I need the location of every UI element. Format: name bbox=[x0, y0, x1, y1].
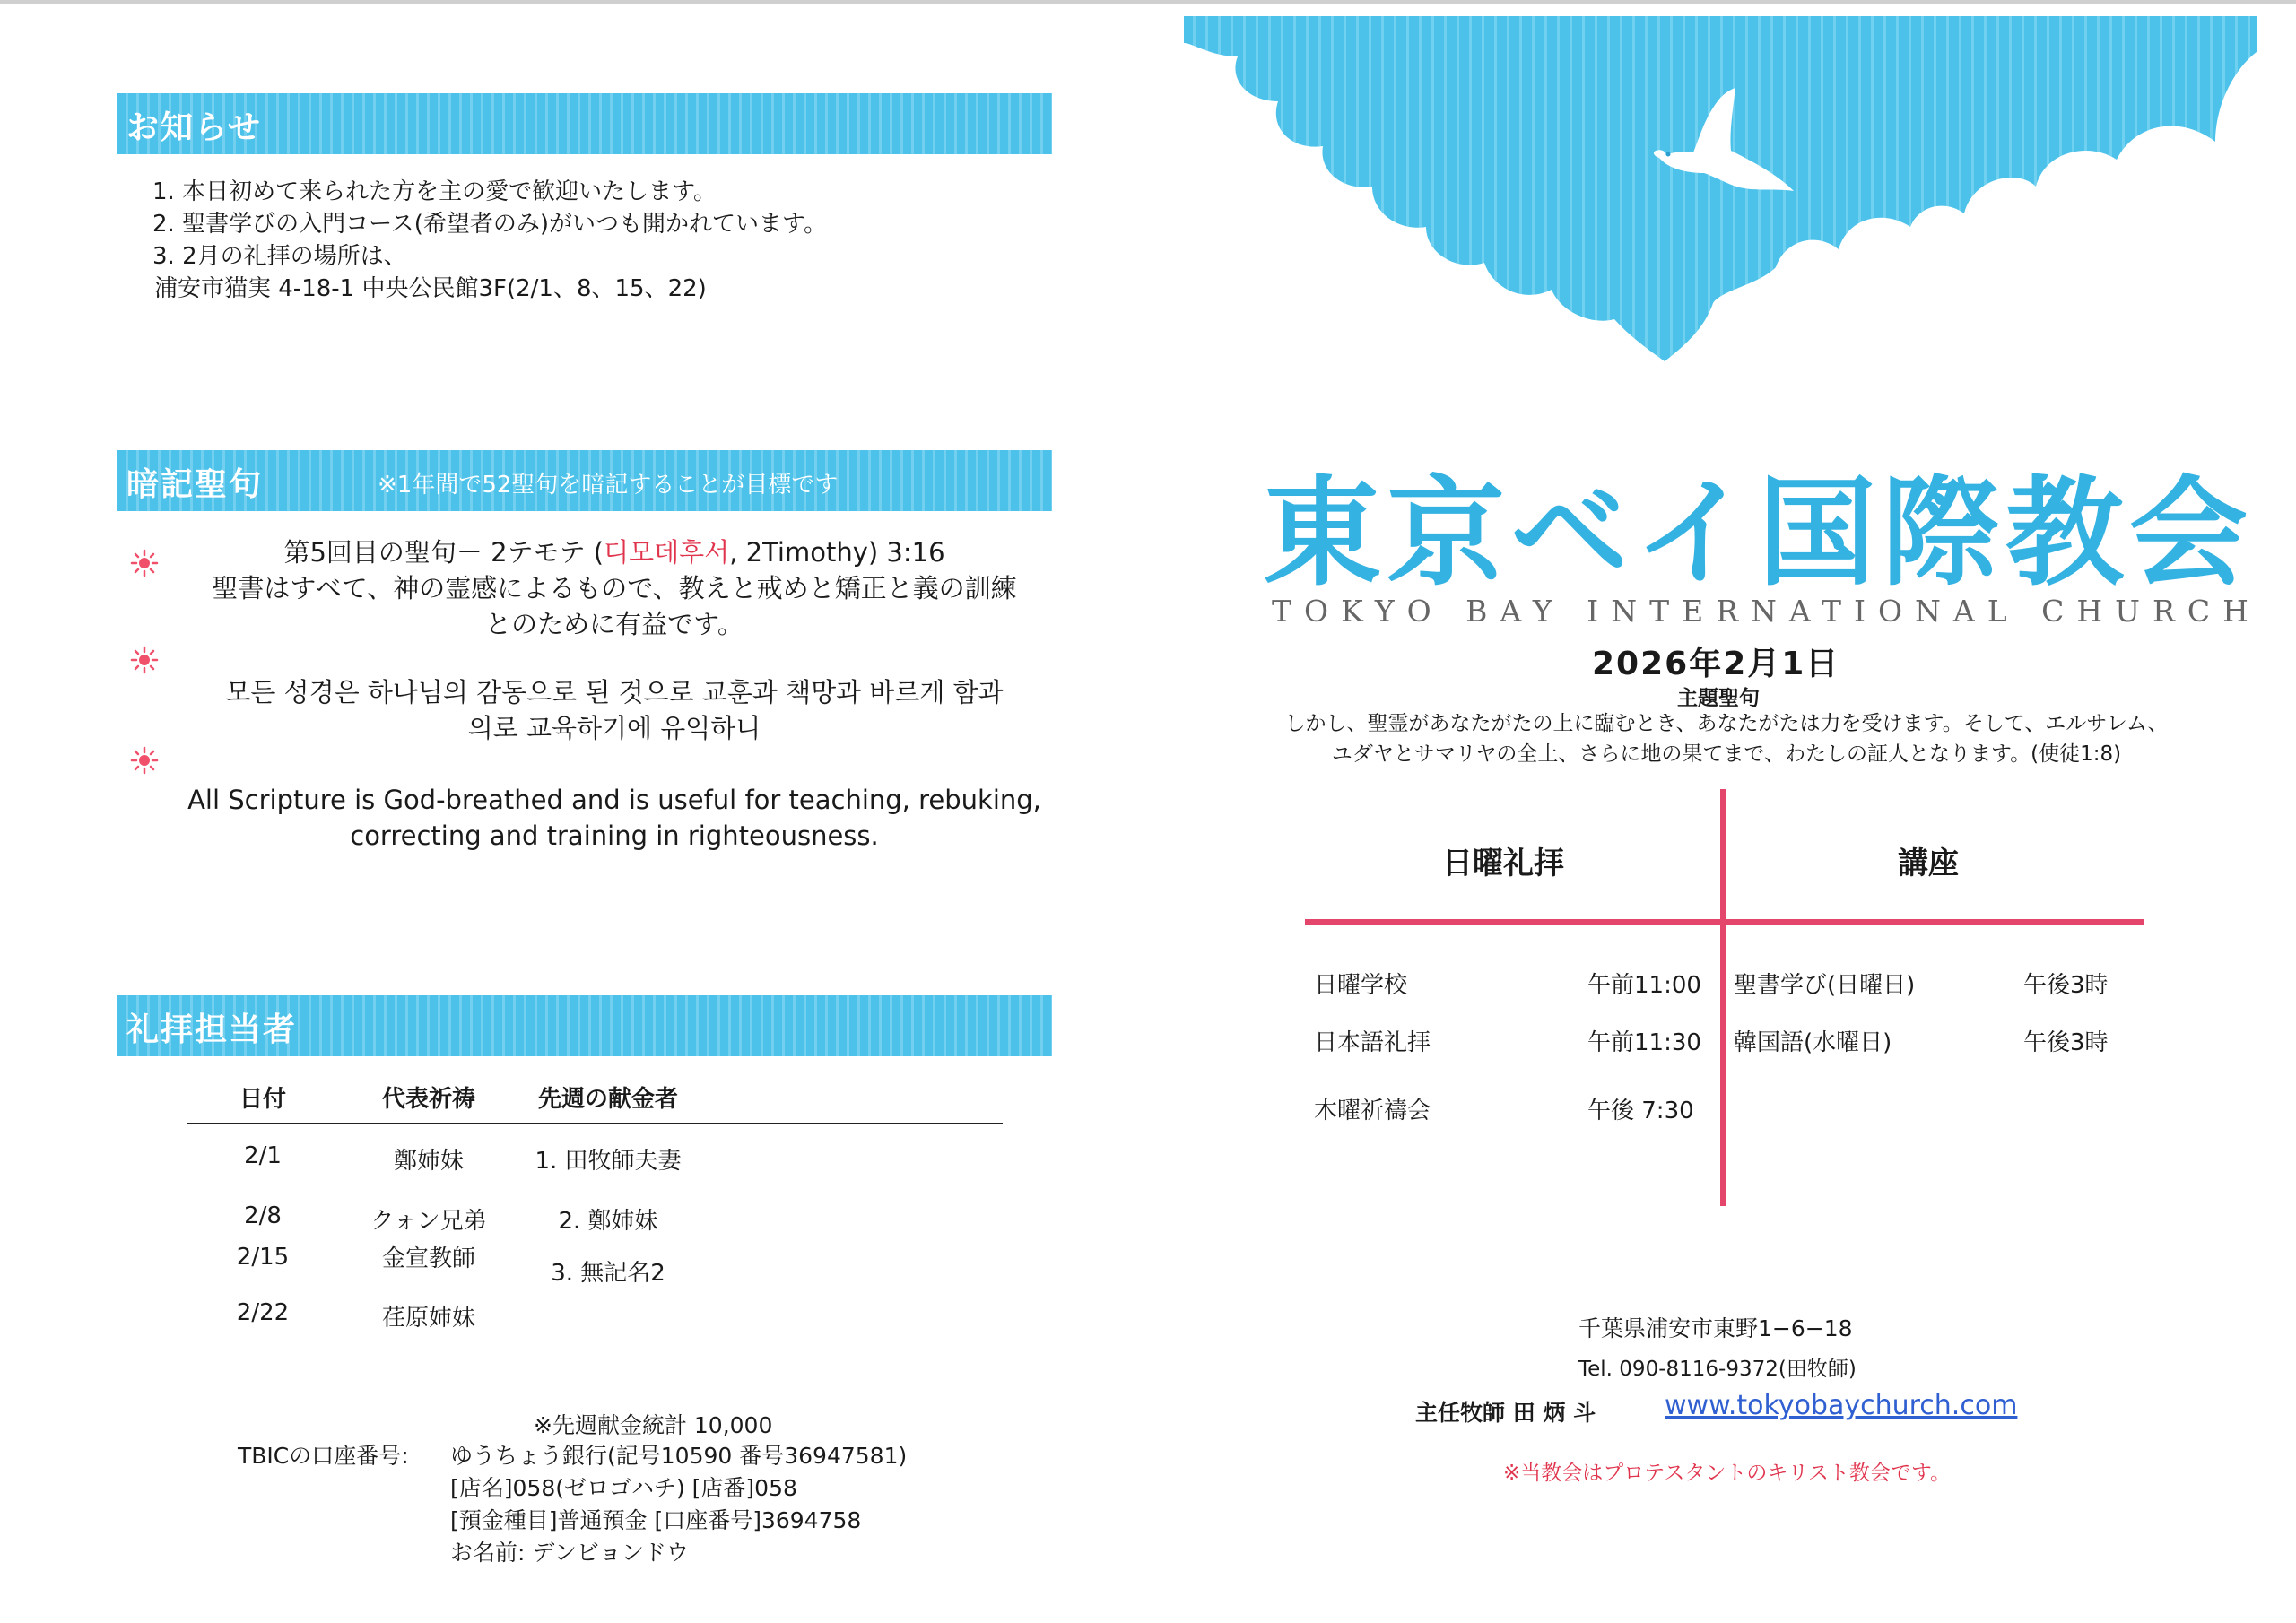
col-offering: 先週の献金者 bbox=[518, 1081, 698, 1124]
duty-offering: 2. 鄭姉妹 bbox=[558, 1208, 658, 1235]
notice-item: 2. 聖書学びの入門コース(希望者のみ)がいつも開かれています。 bbox=[152, 211, 827, 238]
schedule-name: 日本語礼拝 bbox=[1314, 1029, 1431, 1056]
duty-offering bbox=[518, 1299, 698, 1335]
verse-ja-line: とのために有益です。 bbox=[485, 609, 744, 639]
course-name: 聖書学び(日曜日) bbox=[1734, 972, 1916, 999]
schedule-time: 午後 7:30 bbox=[1587, 1098, 1694, 1124]
table-row bbox=[187, 1124, 1003, 1188]
church-name-jp: 東京ベイ国際教会 bbox=[1263, 464, 2253, 603]
notice-item: 1. 本日初めて来られた方を主の愛で歓迎いたします。 bbox=[152, 178, 717, 205]
notice-item: 3. 2月の礼拝の場所は、 bbox=[152, 243, 407, 270]
duty-banner bbox=[117, 995, 1052, 1056]
course-name: 韓国語(水曜日) bbox=[1734, 1029, 1892, 1056]
memory-title: 暗記聖句 bbox=[126, 466, 264, 503]
duty-prayer: 荏原姉妹 bbox=[381, 1305, 475, 1332]
table-row bbox=[187, 1299, 1003, 1335]
notices-title: お知らせ bbox=[126, 109, 262, 146]
church-tel: Tel. 090-8116-9372(田牧師) bbox=[1578, 1358, 1857, 1381]
protestant-note: ※当教会はプロテスタントのキリスト教会です。 bbox=[1503, 1462, 1952, 1485]
schedule-name: 日曜学校 bbox=[1314, 972, 1408, 999]
duty-prayer: クォン兄弟 bbox=[370, 1208, 487, 1235]
schedule-time: 午前11:30 bbox=[1587, 1029, 1701, 1056]
verse-en-line: All Scripture is God-breathed and is useful for teaching, rebuking, bbox=[187, 785, 1041, 815]
duty-prayer: 鄭姉妹 bbox=[393, 1148, 464, 1175]
col-date: 日付 bbox=[187, 1081, 339, 1124]
church-name-en: TOKYO BAY INTERNATIONAL CHURCH bbox=[1272, 594, 2261, 629]
verse-ko-line: 의로 교육하기에 유익하니 bbox=[467, 713, 761, 743]
col-spacer bbox=[698, 1081, 1003, 1124]
theme-line: ユダヤとサマリヤの全土、さらに地の果てまで、わたしの証人となります。(使徒1:8) bbox=[1331, 742, 2122, 766]
bulletin-date: 2026年2月1日 bbox=[1592, 646, 1840, 682]
offering-stats: ※先週献金統計 10,000 bbox=[534, 1412, 773, 1438]
church-address: 千葉県浦安市東野1−6−18 bbox=[1578, 1315, 1853, 1341]
theme-line: しかし、聖霊があなたがたの上に臨むとき、あなたがたは力を受けます。そして、エルサレム、 bbox=[1284, 712, 2169, 735]
cloud-banner bbox=[1184, 16, 2257, 368]
cross-vertical bbox=[1720, 789, 1726, 1206]
duty-date: 2/8 bbox=[244, 1202, 282, 1229]
course-time: 午後3時 bbox=[2023, 1029, 2109, 1056]
memory-verse-korean bbox=[161, 674, 1067, 746]
pastor-name: 主任牧師 田 炳 斗 bbox=[1415, 1400, 1596, 1426]
notice-item: 浦安市猫実 4-18-1 中央公民館3F(2/1、8、15、22) bbox=[154, 275, 707, 302]
scan-edge bbox=[0, 0, 2296, 4]
verse-korean-book: 디모데후서 bbox=[604, 537, 730, 568]
verse-ja-line: 聖書はすべて、神の霊感によるもので、教えと戒めと矯正と義の訓練 bbox=[212, 573, 1017, 603]
account-line: ゆうちょう銀行(記号10590 番号36947581) bbox=[450, 1443, 908, 1469]
memory-verse-english bbox=[161, 782, 1067, 854]
col-prayer: 代表祈祷 bbox=[339, 1081, 518, 1124]
duty-date: 2/22 bbox=[236, 1299, 290, 1326]
duty-date: 2/15 bbox=[236, 1244, 290, 1271]
memory-banner bbox=[117, 450, 1052, 511]
course-time: 午後3時 bbox=[2023, 972, 2109, 999]
course-title: 講座 bbox=[1898, 846, 1959, 881]
account-line: [店名]058(ゼロゴハチ) [店番]058 bbox=[450, 1475, 797, 1501]
notices-list bbox=[152, 176, 827, 305]
duty-header-row bbox=[187, 1081, 1003, 1124]
account-line: お名前: デンビョンドウ bbox=[450, 1540, 689, 1566]
duty-date: 2/1 bbox=[244, 1142, 282, 1169]
verse-ko-line: 모든 성경은 하나님의 감동으로 된 것으로 교훈과 책망과 바르게 함과 bbox=[225, 677, 1004, 707]
memory-verse-japanese bbox=[161, 534, 1067, 642]
duty-offering: 3. 無記名2 bbox=[551, 1260, 665, 1287]
duty-table bbox=[187, 1081, 1003, 1335]
duty-prayer: 金宣教師 bbox=[381, 1245, 475, 1272]
sun-icon bbox=[130, 746, 159, 775]
sun-icon bbox=[130, 549, 159, 577]
verse-reference: 第5回目の聖句－ 2テモテ (디모데후서, 2Timothy) 3:16 bbox=[283, 537, 945, 568]
duty-title: 礼拝担当者 bbox=[126, 1011, 298, 1048]
cross-horizontal bbox=[1305, 919, 2144, 925]
account-line: [預金種目]普通預金 [口座番号]3694758 bbox=[450, 1507, 862, 1533]
table-row bbox=[187, 1188, 1003, 1237]
table-row bbox=[187, 1237, 1003, 1299]
notices-banner bbox=[117, 93, 1052, 154]
duty-offering: 1. 田牧師夫妻 bbox=[535, 1148, 682, 1175]
schedule-name: 木曜祈禱会 bbox=[1314, 1098, 1431, 1124]
theme-label: 主題聖句 bbox=[1677, 687, 1760, 710]
memory-note: ※1年間で52聖句を暗記することが目標です bbox=[378, 472, 839, 499]
verse-en-line: correcting and training in righteousness. bbox=[350, 820, 879, 851]
church-website-link[interactable]: www.tokyobaychurch.com bbox=[1665, 1390, 2018, 1421]
sunday-worship-title: 日曜礼拝 bbox=[1442, 846, 1564, 881]
theme-verse bbox=[1251, 708, 2202, 769]
account-label: TBICの口座番号: bbox=[238, 1443, 409, 1469]
sun-icon bbox=[130, 646, 159, 674]
schedule-time: 午前11:00 bbox=[1587, 972, 1701, 999]
